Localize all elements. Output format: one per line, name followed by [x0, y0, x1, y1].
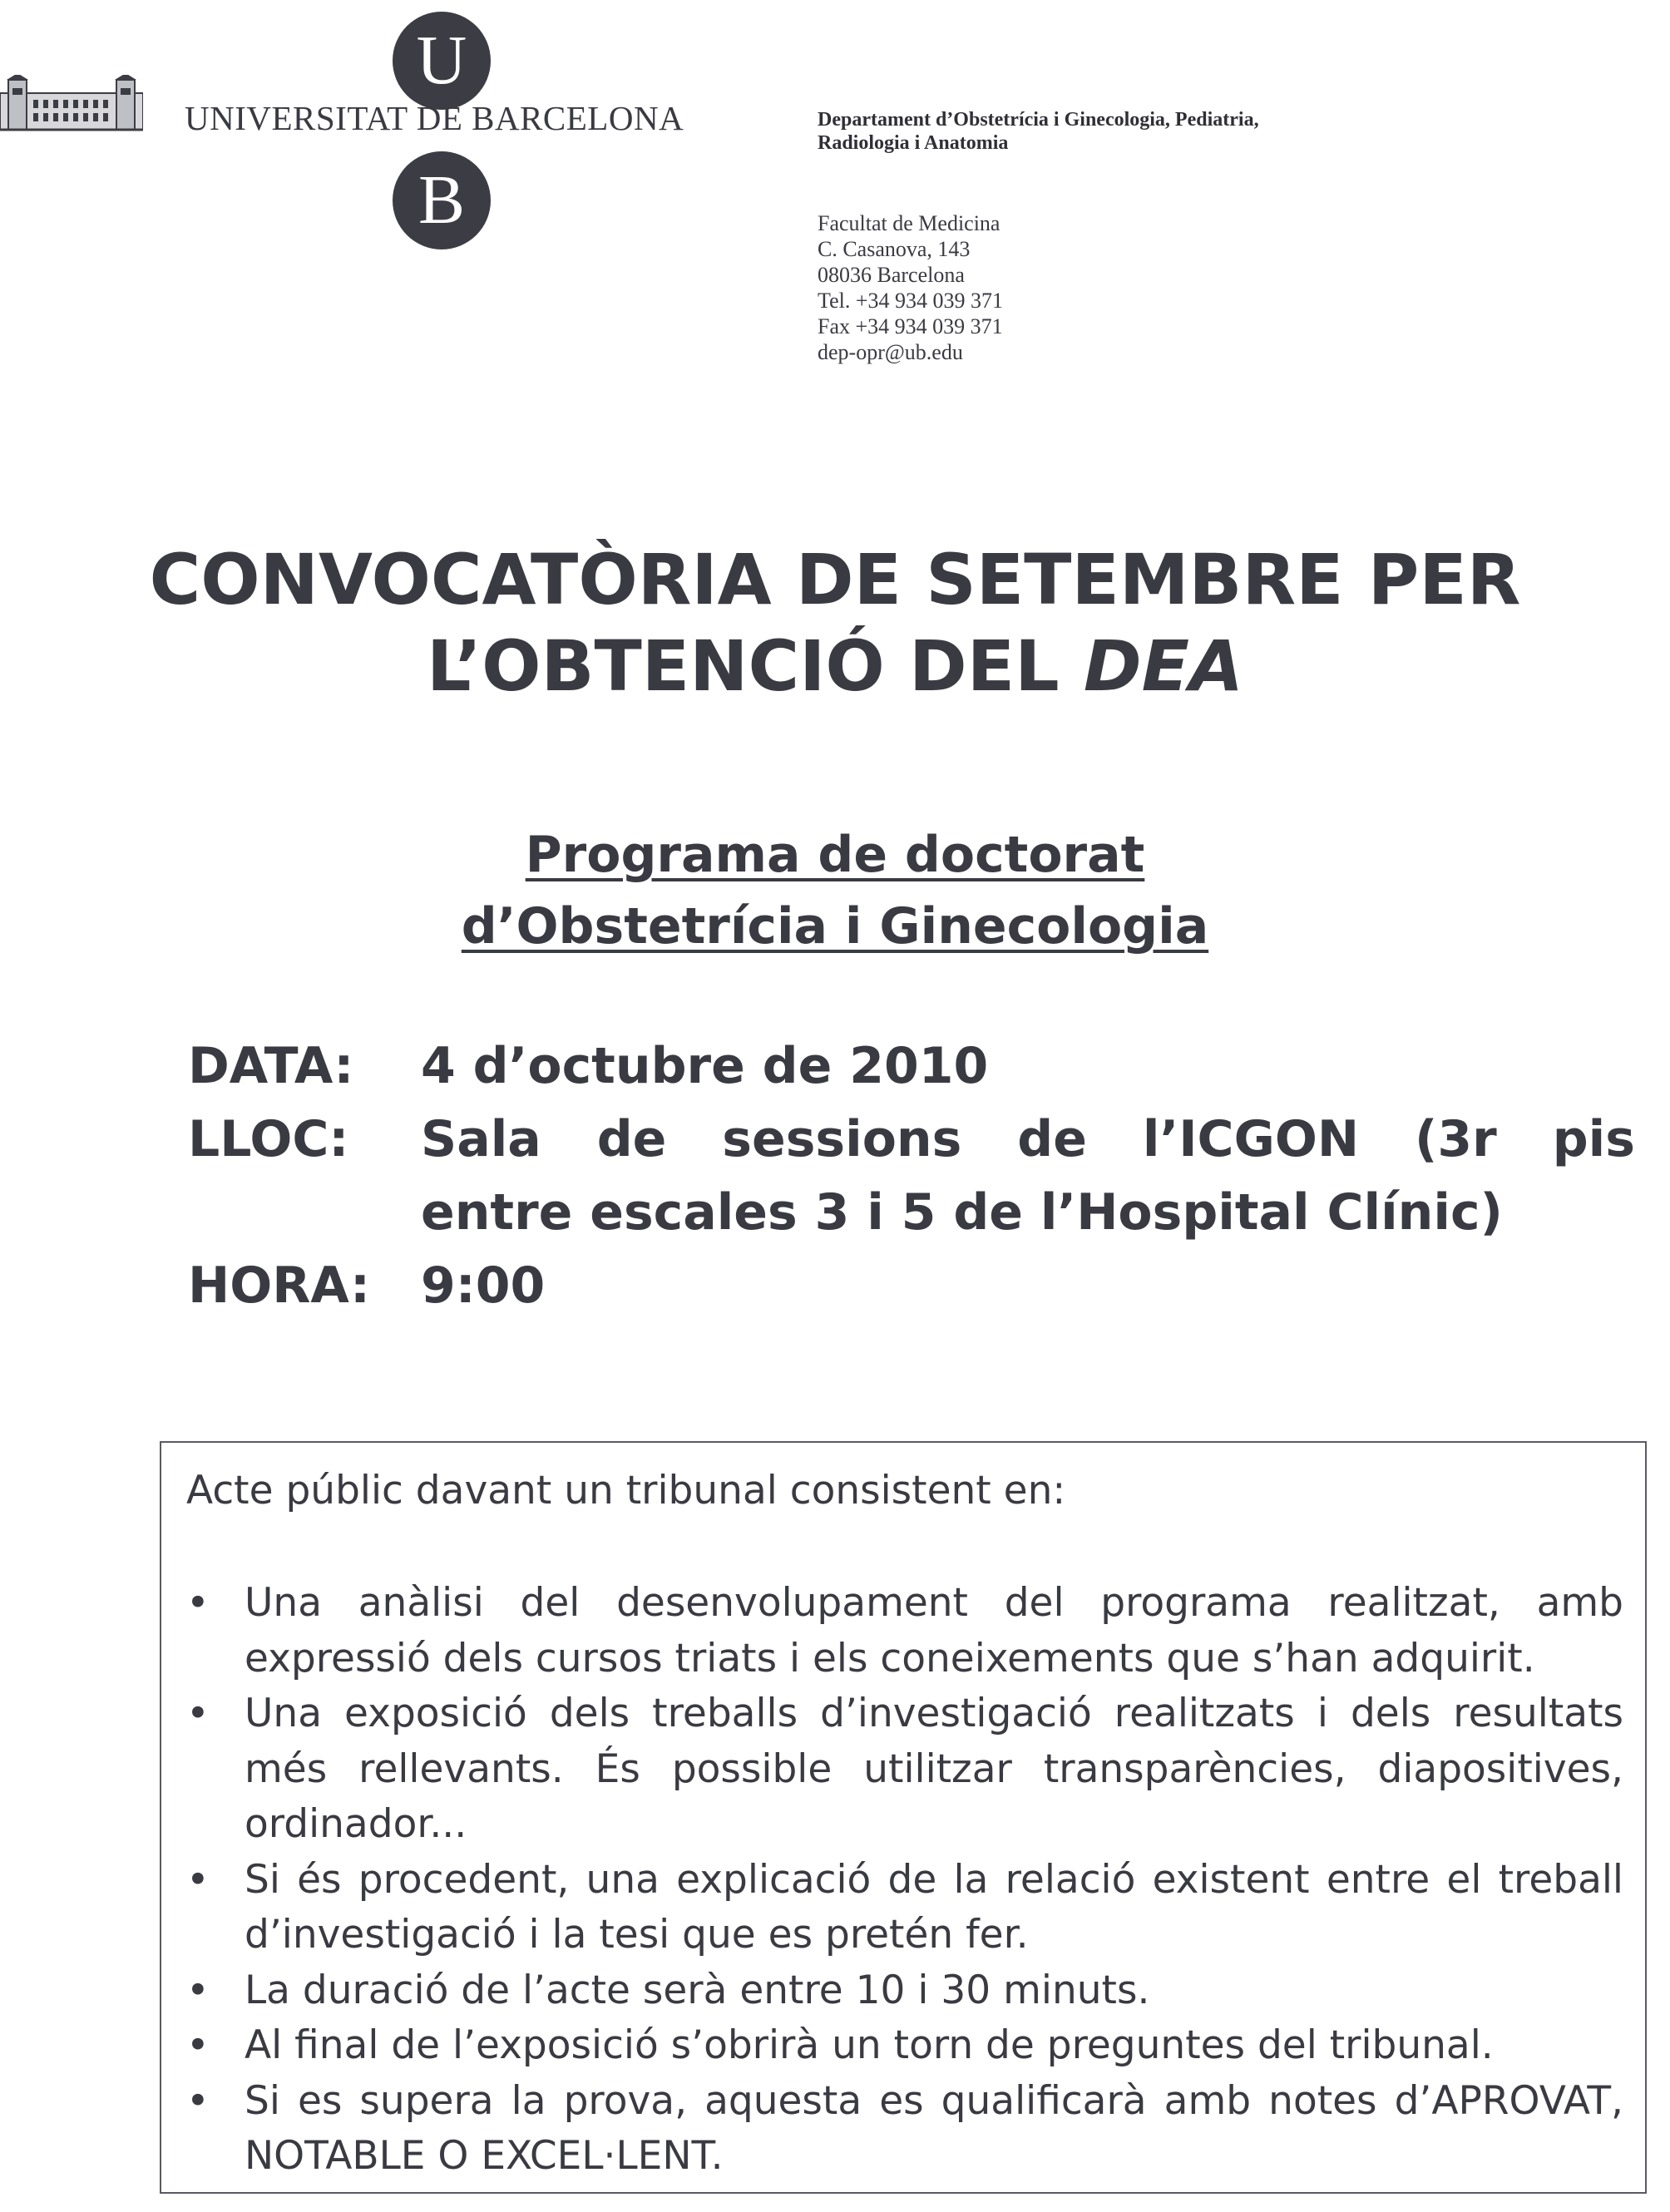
contact-line: C. Casanova, 143 — [818, 237, 971, 261]
title-line-2-prefix: L’OBTENCIÓ DEL — [426, 625, 1084, 707]
date-row — [188, 1029, 1635, 1103]
list-item — [186, 1686, 1623, 1853]
contact-email: dep-opr@ub.edu — [818, 340, 963, 364]
list-item — [186, 2018, 1623, 2074]
place-row — [188, 1103, 1635, 1249]
contact-line: 08036 Barcelona — [818, 263, 965, 287]
contact-line: Fax +34 934 039 371 — [818, 314, 1003, 338]
requirements-box — [160, 1441, 1647, 2194]
document-title — [0, 536, 1670, 709]
list-item — [186, 2074, 1623, 2185]
place-word: Sala — [421, 1110, 541, 1168]
place-word: pis — [1552, 1110, 1635, 1168]
list-item-text: Al final de l’exposició s’obrirà un torn de preguntes del tribunal. — [245, 2022, 1494, 2068]
time-label: HORA: — [188, 1257, 370, 1315]
program-heading — [0, 819, 1670, 962]
place-word: de — [1017, 1110, 1087, 1168]
list-item-text: Si és procedent, una explicació de la relació existent entre el treball d’investigació i la tesi que es pretén fer. — [245, 1856, 1623, 1958]
title-dea-italic: DEA — [1083, 625, 1244, 707]
time-row — [188, 1249, 1635, 1322]
title-line-1: CONVOCATÒRIA DE SETEMBRE PER — [149, 539, 1521, 620]
list-item-text: La duració de l’acte serà entre 10 i 30 minuts. — [245, 1967, 1150, 2013]
list-item — [186, 1963, 1623, 2019]
place-label: LLOC: — [188, 1110, 349, 1168]
bullet-icon: • — [186, 2077, 210, 2124]
bullet-icon: • — [186, 1967, 210, 2013]
place-value — [421, 1103, 1635, 1249]
university-building-logo — [0, 75, 143, 133]
place-word: (3r — [1415, 1110, 1497, 1168]
place-line-1 — [421, 1103, 1635, 1176]
title-line-2 — [0, 623, 1670, 709]
date-value: 4 d’octubre de 2010 — [421, 1037, 989, 1095]
contact-block — [818, 210, 1003, 365]
bullet-icon: • — [186, 1691, 210, 1736]
contact-line: Tel. +34 934 039 371 — [818, 289, 1003, 313]
time-value: 9:00 — [421, 1257, 546, 1315]
contact-line: Facultat de Medicina — [818, 211, 1001, 235]
university-name: UNIVERSITAT DE BARCELONA — [185, 99, 684, 137]
date-label: DATA: — [188, 1037, 354, 1095]
list-item — [186, 1853, 1623, 1963]
ub-logo-bottom-circle: B — [393, 151, 491, 249]
place-word: sessions — [722, 1110, 962, 1168]
box-intro: Acte públic davant un tribunal consistent en: — [186, 1468, 1066, 1513]
list-item-text: Si es supera la prova, aquesta es qualificarà amb notes d’APROVAT, NOTABLE O EXCEL·LENT. — [245, 2077, 1623, 2179]
department-name: Departament d’Obstetrícia i Ginecologia, Pediatria, Radiologia i Anatomia — [818, 109, 1259, 154]
event-info — [188, 1029, 1635, 1322]
place-line-2: entre escales 3 i 5 de l’Hospital Clínic) — [421, 1183, 1503, 1242]
list-item-text: Una exposició dels treballs d’investigació realitzats i dels resultats més rellevants. És possible utilitzar transparències, diapositives, ordinador... — [245, 1691, 1623, 1847]
ub-logo-top-circle: U — [393, 12, 491, 110]
bullet-icon: • — [186, 1580, 210, 1626]
bullet-icon: • — [186, 1856, 210, 1903]
program-line-1: Programa de doctorat — [525, 826, 1145, 884]
list-item-text: Una anàlisi del desenvolupament del programa realitzat, amb expressió dels cursos triats i els coneixements que s’han adquirit. — [245, 1580, 1623, 1681]
bullet-icon: • — [186, 2022, 210, 2068]
program-line-2: d’Obstetrícia i Ginecologia — [461, 897, 1209, 955]
requirements-list — [186, 1576, 1623, 2185]
place-word: l’ICGON — [1142, 1110, 1360, 1168]
list-item — [186, 1576, 1623, 1686]
place-word: de — [596, 1110, 667, 1168]
